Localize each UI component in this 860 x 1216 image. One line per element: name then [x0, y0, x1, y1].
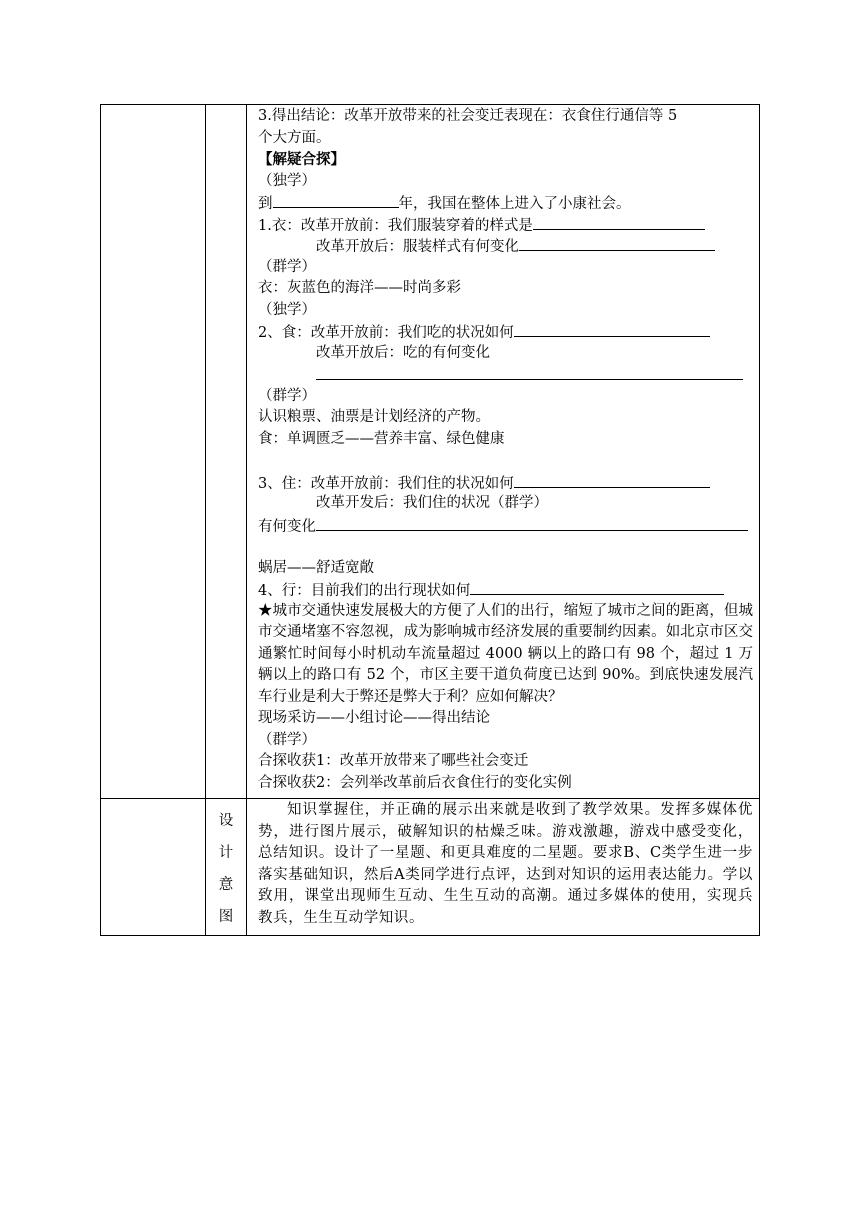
- housing-after-line: 改革开发后：我们住的状况（群学）: [316, 495, 548, 511]
- gain-1: 合探收获1：改革开放带来了哪些社会变迁: [258, 753, 529, 769]
- conclusion-line: 3.得出结论：改革开放带来的社会变迁表现在：衣食住行通信等 5: [258, 108, 678, 124]
- mode-label: （群学）: [258, 258, 316, 275]
- content-row: [101, 105, 760, 799]
- section-heading: 【解疑合探】: [258, 151, 345, 168]
- traffic-paragraph: ★城市交通快速发展极大的方便了人们的出行，缩短了城市之间的距离，但城市交通堵塞不容忽视，成为影响城市经济发展的重要制约因素。如北京市区交通繁忙时间每小时机动车流量超过 4000 辆以上的路口有 98 个，超过 1 万辆以上的路口有 52 个，市区主要干道负荷度已达到 90%。到底快速发展汽车行业是利大于弊还是弊大于利？应如何解决？: [258, 602, 753, 705]
- food-after-blank: [316, 364, 743, 380]
- label-char: 设: [218, 813, 234, 829]
- ration-note: 认识粮票、油票是计划经济的产物。: [258, 409, 490, 425]
- food-before-text: 2、食：改革开放前：我们吃的状况如何: [258, 325, 514, 341]
- conclusion-line-cont: 个大方面。: [258, 129, 331, 146]
- transport-text: 4、行：目前我们的出行现状如何: [258, 583, 471, 599]
- mode-label: （群学）: [258, 387, 316, 404]
- empty-cell-label: [206, 105, 247, 799]
- transport-blank: [470, 579, 724, 595]
- design-row: [101, 799, 760, 936]
- clothing-after-line: [258, 235, 753, 257]
- clothing-after-blank: [519, 235, 715, 251]
- mode-label: （独学）: [258, 172, 316, 189]
- food-before-line: [258, 321, 753, 343]
- clothing-before-text: 1.衣：改革开放前：我们服装穿着的样式是: [258, 217, 533, 234]
- spacer: [258, 536, 753, 558]
- xiaokang-line: [258, 192, 753, 214]
- food-after-line: 改革开放后：吃的有何变化: [316, 344, 490, 361]
- design-intent-cell: [247, 799, 760, 936]
- food-summary: 食：单调匮乏——营养丰富、绿色健康: [258, 430, 505, 447]
- housing-summary: 蜗居——舒适宽敞: [258, 559, 374, 576]
- clothing-after-text: 改革开放后：服装样式有何变化: [316, 239, 519, 255]
- empty-cell-left: [101, 105, 206, 799]
- year-blank: [273, 192, 399, 208]
- clothing-summary: 衣：灰蓝色的海洋——时尚多彩: [258, 280, 461, 296]
- housing-change-blank: [316, 515, 748, 531]
- label-char: 图: [218, 909, 234, 925]
- activity-flow: 现场采访——小组讨论——得出结论: [258, 710, 490, 726]
- xiaokang-prefix: 到: [258, 196, 273, 212]
- empty-cell-left: [101, 799, 206, 936]
- clothing-before-blank: [533, 214, 705, 230]
- housing-before-blank: [514, 472, 710, 488]
- housing-change-line: [258, 515, 753, 537]
- lesson-plan-table: [100, 104, 760, 936]
- clothing-before-line: [258, 214, 753, 236]
- spacer: [258, 450, 753, 472]
- design-intent-label: [206, 799, 247, 936]
- housing-before-line: [258, 472, 753, 494]
- transport-line: [258, 579, 753, 601]
- food-after-blank-line: [258, 364, 753, 386]
- design-intent-text: 知识掌握住，并正确的展示出来就是收到了教学效果。发挥多媒体优势，进行图片展示，破解知识的枯燥乏味。游戏激趣，游戏中感受变化，总结知识。设计了一星题、和更具难度的二星题。要求B、C类学生进一步落实基础知识，然后A类同学进行点评，达到对知识的运用表达能力。学以致用，课堂出现师生互动、生生互动的高潮。通过多媒体的使用，实现兵教兵，生生互动学知识。: [258, 802, 753, 926]
- mode-label: （群学）: [258, 731, 316, 748]
- content-cell: [247, 105, 760, 799]
- housing-before-text: 3、住：改革开放前：我们住的状况如何: [258, 475, 514, 492]
- label-char: 计: [218, 845, 234, 861]
- housing-change-text: 有何变化: [258, 518, 316, 535]
- mode-label: （独学）: [258, 301, 316, 318]
- food-before-blank: [514, 321, 710, 337]
- label-char: 意: [218, 877, 234, 893]
- xiaokang-suffix: 年，我国在整体上进入了小康社会。: [398, 196, 631, 212]
- gain-2: 合探收获2：会列举改革前后衣食住行的变化实例: [258, 774, 572, 791]
